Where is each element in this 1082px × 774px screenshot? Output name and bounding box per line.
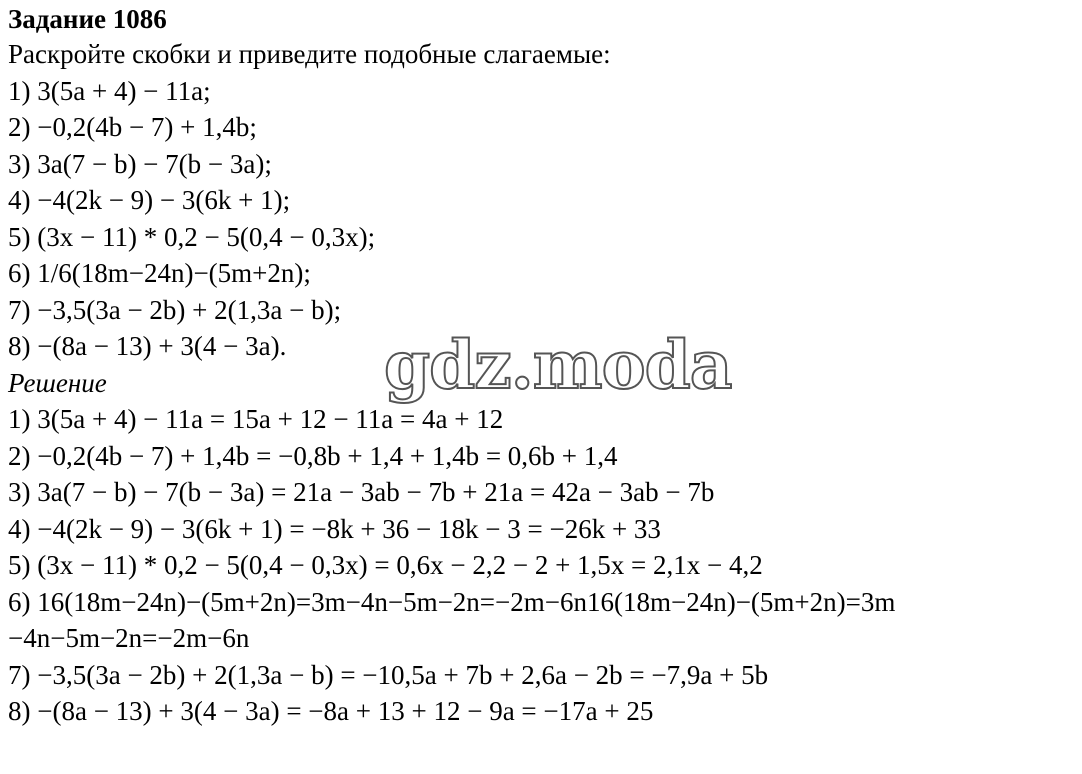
solution-line-6: 6) 16(18m−24n)−(5m+2n)=3m−4n−5m−2n=−2m−6n16(18m−24n)−(5m+2n)=3m — [8, 586, 896, 617]
solution-line-7: 7) −3,5(3a − 2b) + 2(1,3a − b) = −10,5a + 7b + 2,6a − 2b = −7,9a + 5b — [8, 659, 769, 690]
solution-line-6-continued: −4n−5m−2n=−2m−6n — [8, 623, 250, 653]
task-instruction: Раскройте скобки и приведите подобные слагаемые: — [8, 39, 611, 69]
problem-list — [8, 73, 1076, 365]
solution-heading: Решение — [8, 367, 107, 398]
problem-6: 6) 1/6(18m−24n)−(5m+2n); — [8, 258, 311, 288]
problem-1: 1) 3(5a + 4) − 11a; — [8, 75, 211, 106]
solution-line-1: 1) 3(5a + 4) − 11a = 15a + 12 − 11a = 4a + 12 — [8, 404, 504, 434]
solution-line-5: 5) (3x − 11) * 0,2 − 5(0,4 − 0,3x) = 0,6x − 2,2 − 2 + 1,5x = 2,1x − 4,2 — [8, 550, 763, 580]
task-title: Задание 1086 — [8, 4, 167, 34]
problem-3: 3) 3a(7 − b) − 7(b − 3a); — [8, 148, 272, 179]
solution-list — [8, 401, 1076, 730]
solution-line-8: 8) −(8a − 13) + 3(4 − 3a) = −8a + 13 + 12 − 9a = −17a + 25 — [8, 696, 654, 726]
solution-line-4: 4) −4(2k − 9) − 3(6k + 1) = −8k + 36 − 18k − 3 = −26k + 33 — [8, 513, 661, 544]
problem-2: 2) −0,2(4b − 7) + 1,4b; — [8, 112, 257, 142]
solution-line-3: 3) 3a(7 − b) − 7(b − 3a) = 21a − 3ab − 7b + 21a = 42a − 3ab − 7b — [8, 477, 715, 507]
problem-7: 7) −3,5(3a − 2b) + 2(1,3a − b); — [8, 294, 342, 325]
solution-line-2: 2) −0,2(4b − 7) + 1,4b = −0,8b + 1,4 + 1,4b = 0,6b + 1,4 — [8, 440, 618, 471]
problem-8: 8) −(8a − 13) + 3(4 − 3a). — [8, 331, 287, 361]
problem-4: 4) −4(2k − 9) − 3(6k + 1); — [8, 185, 291, 215]
watermark-logo: gdz.moda — [384, 326, 732, 404]
problem-5: 5) (3x − 11) * 0,2 − 5(0,4 − 0,3x); — [8, 221, 376, 252]
